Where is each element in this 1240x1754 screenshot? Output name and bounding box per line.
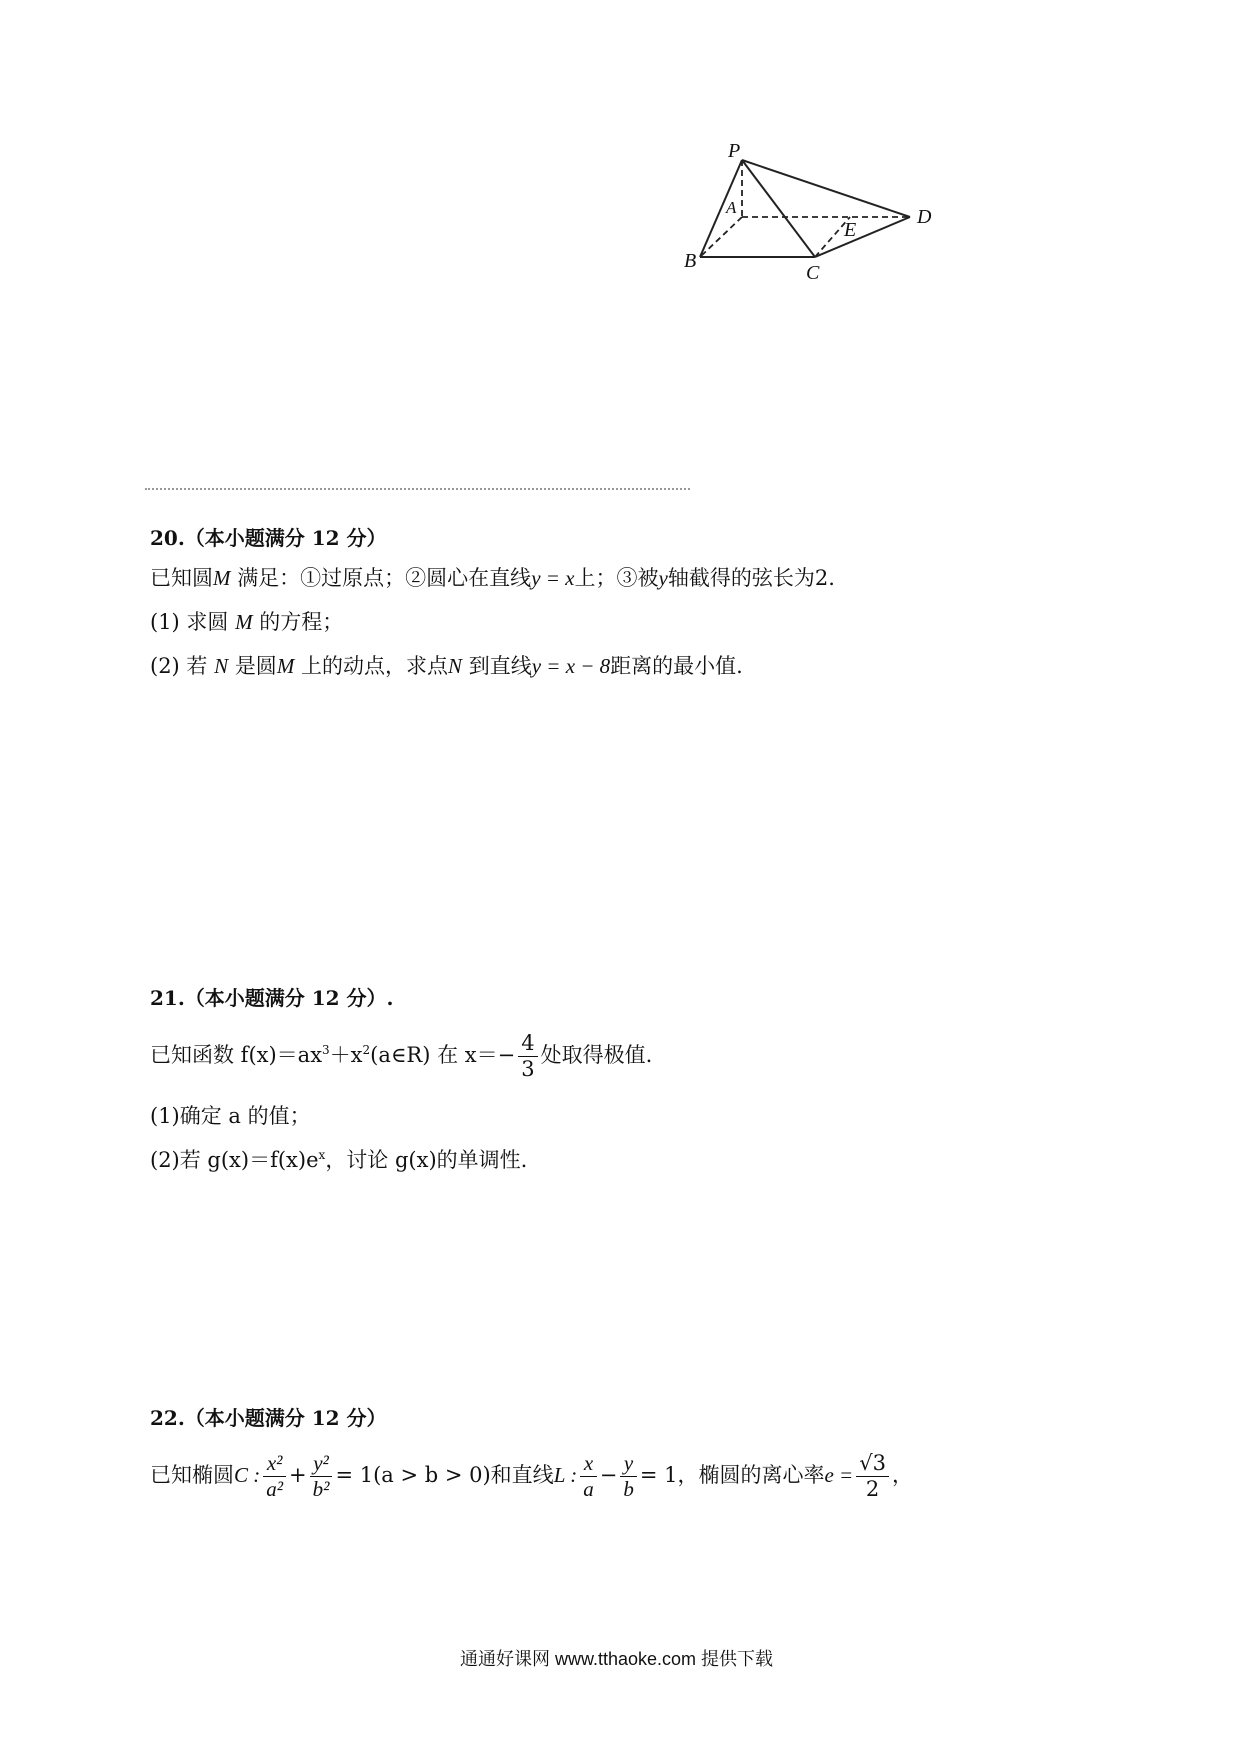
q21-stem-sup: 3 [322, 1043, 330, 1058]
q22-stem-text: = 1(a > b > 0)和直线 [335, 1463, 554, 1488]
q22-plus: + [289, 1463, 307, 1488]
divider [145, 488, 690, 490]
q22-fraction-x-a [580, 1452, 597, 1501]
q20-part2-var-m: M [276, 654, 295, 678]
q22-fraction-num: y [620, 1452, 637, 1477]
q20-stem-text: 已知圆 [150, 566, 213, 590]
q20-part2-line-eq: y = x − 8 [531, 654, 611, 678]
label-e: E [844, 219, 857, 241]
q21-part2-sup: x [318, 1148, 326, 1162]
q22-stem-text: ， [891, 1463, 913, 1488]
q21-fraction-den: 3 [521, 1057, 535, 1082]
q20-part2-var-n: N [448, 654, 463, 678]
q22-fraction-y2-b2 [310, 1452, 333, 1501]
q22-stem [150, 1452, 913, 1501]
q22-var-e: e = [824, 1463, 854, 1488]
q20-part2-var-n: N [214, 654, 229, 678]
label-a: A [726, 198, 737, 217]
edge-pc [742, 160, 815, 257]
q21-stem [150, 1032, 652, 1081]
footer-watermark: 通通好课网 www.tthaoke.com 提供下载 [460, 1649, 774, 1669]
q21-stem-text: (a∈R) 在 x＝− [370, 1043, 516, 1068]
q22-fraction-x2-a2 [263, 1452, 286, 1501]
q22-minus: − [599, 1463, 618, 1488]
q22-fraction-num: x² [263, 1452, 286, 1477]
q20-header: 20.（本小题满分 12 分） [150, 526, 387, 550]
q22-var-c: C : [234, 1463, 261, 1488]
q21-header: 21.（本小题满分 12 分）. [150, 986, 394, 1010]
label-p: P [728, 140, 741, 162]
q21-stem-text: 处取得极值. [540, 1043, 653, 1068]
q20-stem-text: 上；③被 [574, 566, 659, 590]
q20-part1 [150, 606, 343, 636]
q20-part2-text: 是圆 [234, 654, 277, 678]
q22-fraction-num: √3 [856, 1452, 889, 1477]
q22-header: 22.（本小题满分 12 分） [150, 1406, 387, 1430]
q20-part1-var-m: M [235, 610, 253, 634]
q20-stem-var-y: y [658, 566, 668, 590]
q22-fraction-den: a [583, 1477, 594, 1502]
q22-fraction-den: 2 [865, 1477, 880, 1502]
q21-stem-text: 已知函数 f(x)＝ax [150, 1043, 323, 1068]
q22-fraction-den: b [623, 1477, 634, 1502]
q21-part2 [150, 1144, 527, 1174]
q20-part2-text: 距离的最小值. [610, 654, 743, 678]
label-b: B [684, 250, 697, 272]
q21-fraction [518, 1032, 537, 1081]
q20-part1-text: 的方程； [259, 610, 344, 634]
q20-part2-text: 上的动点，求点 [301, 654, 448, 678]
q20-part2-text: 到直线 [468, 654, 532, 678]
q20-stem-text: 满足：①过原点；②圆心在直线 [237, 566, 532, 590]
edge-pd [742, 160, 910, 217]
q20-stem-text: 轴截得的弦长为2. [667, 566, 835, 590]
q22-fraction-den: b² [312, 1477, 330, 1502]
label-c: C [806, 262, 820, 284]
q22-stem-text: = 1，椭圆的离心率 [639, 1463, 825, 1488]
q21-part2-text: ，讨论 g(x)的单调性. [325, 1148, 528, 1172]
q21-part1: (1)确定 a 的值； [150, 1104, 311, 1128]
q21-stem-sup: 2 [362, 1043, 371, 1058]
q21-stem-text: ＋x [329, 1043, 363, 1068]
edge-ab [700, 217, 742, 257]
q22-fraction-sqrt3-2 [856, 1452, 889, 1501]
q21-fraction-num: 4 [518, 1032, 537, 1057]
q20-stem-var-m: M [213, 566, 231, 590]
q22-fraction-y-b [620, 1452, 637, 1501]
q22-fraction-num: y² [310, 1452, 333, 1477]
q22-var-l: L : [553, 1463, 578, 1488]
q22-fraction-den: a² [266, 1477, 284, 1502]
pyramid-figure [680, 135, 950, 285]
label-d: D [917, 206, 932, 228]
q22-fraction-num: x [580, 1452, 597, 1477]
q20-part2 [150, 650, 743, 680]
q21-part2-text: (2)若 g(x)＝f(x)e [150, 1148, 319, 1172]
q20-stem-line-eq: y = x [531, 566, 575, 590]
q20-part2-text: (2) 若 [150, 654, 208, 678]
edge-cd [815, 217, 910, 257]
q20-stem [150, 562, 835, 592]
q22-stem-text: 已知椭圆 [150, 1463, 234, 1488]
q20-part1-text: (1) 求圆 [150, 610, 229, 634]
